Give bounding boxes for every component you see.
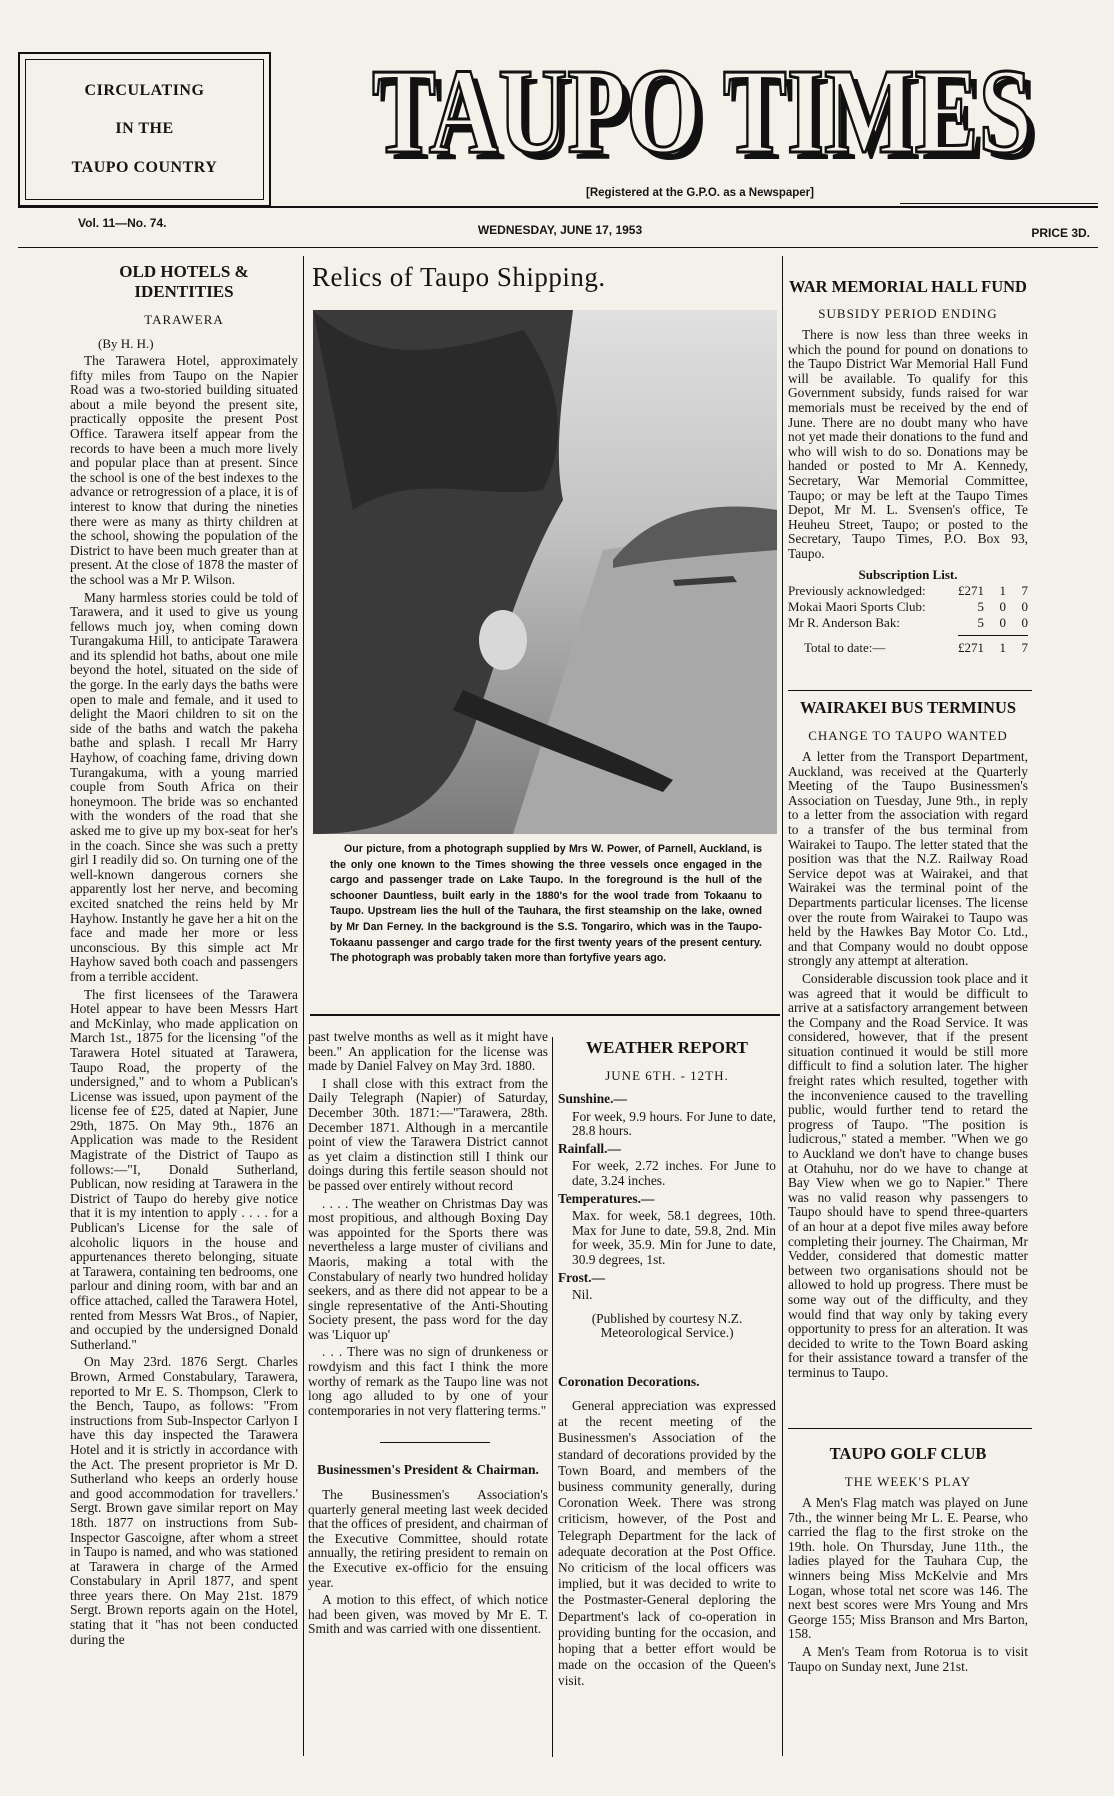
rainfall-text: For week, 2.72 inches. For June to date, 3.24 inches.: [572, 1158, 776, 1188]
subscription-row: [788, 615, 1028, 631]
subscription-list-title: Subscription List.: [858, 566, 958, 582]
weather-title: WEATHER REPORT: [585, 1038, 749, 1057]
volume-number: Vol. 11—No. 74.: [78, 216, 167, 230]
businessmen-paragraph-1: The Businessmen's Association's quarterly general meeting last week decided that the offices of president, and chairman of the Executive Committee, should rotate annually, the retiring president to remain on the Executive ex-officio for the ensuing year.: [308, 1488, 548, 1590]
coronation-paragraph-1: General appreciation was expressed at the recent meeting of the Businessmen's Association of the standard of decorations provided by the Town Board, and members of the business community generally, during Coronation Week. There was strong criticism, however, of the Post and Telegraph Department for the lack of adequate decoration at the Post Office. No criticism of the local officers was implied, but it was decided to write to the Postmaster-General deploring the Department's lack of co-operation in providing bunting for the occasion, and hoping that a better effort would be made on the occasion of the Queen's visit.: [558, 1398, 776, 1689]
shillings: 1: [999, 582, 1006, 598]
stamp-line-2: IN THE: [115, 120, 174, 138]
businessmen-title: Businessmen's President & Chairman.: [317, 1462, 539, 1477]
frost-text: Nil.: [572, 1287, 593, 1303]
coronation-article: [558, 1374, 776, 1768]
hotels-paragraph-4: On May 23rd. 1876 Sergt. Charles Brown, Armed Constabulary, Tarawera, reported to Mr E. S. Thompson, Clerk to the Bench, Taupo, as follows: "From instructions from Sub-Inspector Carlyon I have this day inspected the Tarawera Hotel and it is strictly in accordance with the Act. The present proprietor is Mr D. Sutherland who keeps an orderly house and good accommodation for travellers.' Sergt. Brown gave similar report on May 18th. 1877 on instructions from Sub-Inspector Gascoigne, after whom a street in Taupo is named, and who was stationed at Tarawera in charge of the Armed Constabulary in April 1877, and spent three years there. On May 21st. 1879 Sergt. Brown reports again on the Hotel, stating that it "has not been conducted during the: [70, 1354, 298, 1647]
sunshine-text: For week, 9.9 hours. For June to date, 28.8 hours.: [572, 1108, 776, 1139]
subscription-row: [788, 599, 1028, 615]
hotels-paragraph-3: The first licensees of the Tarawera Hotel appear to have been Messrs Hart and McKinlay, who made application on March 1st., 1875 for the licensing "of the Tarawera Hotel situated at Tarawera, Taupo Road, the property of the undersigned," and to whom a Publican's License was issued, upon payment of the license fee of £25, dated at Napier, June 29th, 1875. On May 9th., 1876 an Application was made to the Resident Magistrate of the District of Taupo as follows:—"I, Donald Sutherland, Publican, now residing at Tarawera in the District of Taupo do hereby give notice that it is my intention to apply . . . . for a Publican's License for the sale of alcoholic liquors in the house and appurtenances thereto belonging, situate at Tarawera, containing ten bedrooms, one parlour and dining room, with bar and an office attached, called the Tarawera Hotel, rented from Messrs Wat Bros., of Napier, and occupied by the undersigned Donald Sutherland.": [70, 986, 298, 1352]
masthead-title-shadow: TAUPO TIMES: [379, 51, 1039, 170]
pence: 7: [1021, 582, 1028, 598]
right-divider-2: [788, 1428, 1032, 1429]
hotels-byline: (By H. H.): [98, 336, 154, 351]
total-shillings: 1: [999, 639, 1006, 655]
pence: 0: [1021, 598, 1028, 614]
weather-credit: (Published by courtesy N.Z. Meteorological Service.): [591, 1310, 743, 1341]
photo-bottom-rule: [310, 1014, 780, 1016]
total-pence: 7: [1021, 639, 1028, 655]
subscription-table: [788, 583, 1028, 631]
subscription-row: [788, 583, 1028, 599]
registered-notice: [Registered at the G.P.O. as a Newspaper]: [586, 187, 814, 199]
golf-title: TAUPO GOLF CLUB: [829, 1444, 987, 1463]
bus-title: WAIRAKEI BUS TERMINUS: [799, 698, 1017, 717]
hotels-paragraph-1: The Tarawera Hotel, approximately fifty miles from Taupo on the Napier Road was a two-storied building situated about a mile beyond the present site, practically opposite the present Post Office. Tarawera itself appear from the records to have been a much more lively and popular place than at present. Since the school is one of the best indexes to the advance or retrogression of a place, it is of interest to know that during the nineties there were as many as thirty children at the school, showing the population of the District to have been much greater than at present. At the close of 1878 the master of the school was a Mr P. Wilson.: [70, 354, 298, 587]
header-rule-top: [18, 206, 1098, 208]
hotels-title: OLD HOTELS & IDENTITIES: [119, 262, 249, 301]
hotels-cont-paragraph-3: . . . . The weather on Christmas Day was most propitious, and although Boxing Day was appointed for the Sports there was nevertheless a large muster of civilians and Maoris, making a total with the Constabulary of nearly two hundred holiday seekers, and as there did not appear to be a single representative of the Anti-Shouting Society present, the pass word for the day was 'Liquor up': [308, 1195, 548, 1342]
hotels-cont-paragraph-1: past twelve months as well as it might have been." An application for the license was made by Daniel Falvey on May 3rd. 1880.: [308, 1030, 548, 1074]
total-pounds: £271: [958, 639, 984, 655]
hotels-cont-paragraph-4: . . . There was no sign of drunkeness or rowdyism and this fact I think the more worthy of remark as the Taupo line was not long ago alluded to by one of your contemporaries in not very flattering terms.": [308, 1344, 548, 1418]
hotels-article: [70, 262, 298, 1796]
pounds: 5: [977, 598, 984, 614]
hotels-paragraph-2: Many harmless stories could be told of Tarawera, and it used to give us young fellows much joy, when coming down Turangakuma Hill, to anticipate Tarawera and its splendid hot baths, about one mile beyond the hotel, situated on the side of the gorge. In the early days the baths were open to male and female, and it used to delight the Maori children to sit on the side of the baths and watch the pakeha bathe and splash. I recall Mr Harry Hayhow, of coaching fame, driving down Turangakuma, with a young married couple from South Africa on their honeymoon. The bride was so enchanted with the wonders of the road that she asked me to give up my box-seat for her's in the coach. Since she was such a pretty girl I readily did so. On turning one of the well-known dangerous corners she apparently lost her nerve, and becoming excited snatched the reins held by Mr Hayhow. Instantly he gave her a hit on the face and made her more or less unconscious. By this simple act Mr Hayhow saved both coach and passengers from a terrible accident.: [70, 589, 298, 984]
memorial-subtitle: SUBSIDY PERIOD ENDING: [818, 306, 998, 321]
memorial-title: WAR MEMORIAL HALL FUND: [789, 277, 1027, 296]
issue-date: WEDNESDAY, JUNE 17, 1953: [477, 223, 643, 237]
golf-subtitle: THE WEEK'S PLAY: [844, 1474, 972, 1489]
frost-label: Frost.—: [558, 1269, 605, 1285]
short-divider: [380, 1442, 490, 1443]
hotels-cont-paragraph-2: I shall close with this extract from the Daily Telegraph (Napier) of Saturday, December 30th. 1871:—"Tarawera, 28th. December 1871. Although in a mercantile point of view the Tarawera District cannot as yet claim a distinction still I think our doings during this fertile season should not be passed over entirely without record: [308, 1075, 548, 1193]
hotels-continued: [308, 1030, 548, 1430]
weather-article: [558, 1038, 776, 1344]
bus-paragraph-2: Considerable discussion took place and it was agreed that it would be difficult to arrive at a satisfactory arrangement between the Company and the Road Service. It was considered, however, that if the present situation continued it would be still more difficult to find a solution later. The higher freight rates which resulted, together with the inconvenience caused to the travelling public, would further tend to retard the progress of Taupo. "The position is ludicrous," stated a member. "When we go to Auckland we don't have to change buses at Otahuhu, nor do we have to change at Bay View when we go to Napier." There was no valid reason why passengers to Taupo should have to spend three-quarters of an hour at a depot five miles away before completing their journey. The Chairman, Mr Vedder, considered that domestic matter between two organisations should not be allowed to hold up progress. There must be some way out of the difficulty, and they would find that way only by taking every opportunity to press for an alteration. It was decided to write to the Town Board asking for their assistance toward a transfer of the terminus to Taupo.: [788, 970, 1028, 1380]
rainfall-label: Rainfall.—: [558, 1140, 621, 1156]
golf-paragraph-1: A Men's Flag match was played on June 7th., the winner being Mr L. E. Pearse, who carried the flag to the first stroke on the 19th. hole. On Thursday, June 11th., the ladies played for the Tauhara Cup, the winners being Miss McKelvie and Mrs Logan, whose total net score was 146. The next best scores were Mrs Young and Mrs George 155; Miss Branson and Mrs Barton, 158.: [788, 1496, 1028, 1642]
memorial-paragraph-1: There is now less than three weeks in which the pound for pound on donations to the Taupo District War Memorial Hall Fund will be available. To qualify for this Government subsidy, funds raised for war memorials must be received by the end of June. There are no doubt many who have not yet made their donations to the fund and who will wish to do so. Donations may be handed or posted to Mr A. Kennedy, Secretary, War Memorial Committee, Taupo; or may be left at the Taupo Times Depot, Mr M. L. Svensen's office, Te Heuheu Street, Taupo; or posted to the Secretary, Taupo Times, P.O. Box 93, Taupo.: [788, 328, 1028, 561]
header-rule-thin: [900, 203, 1098, 204]
subscription-total: [788, 640, 1028, 656]
stamp-line-3: TAUPO COUNTRY: [71, 158, 218, 176]
price: PRICE 3D.: [1031, 226, 1090, 240]
hotels-subtitle: TARAWERA: [144, 312, 224, 327]
bus-paragraph-1: A letter from the Transport Department, Auckland, was received at the Quarterly Meeting of the Taupo Businessmen's Association on Tuesday, June 9th., in reply to a letter from the association with regard to a transfer of the bus terminal from Wairakei to Taupo. The letter stated that the position was that the N.Z. Railway Road Service depot was at Wairakei, and that Wairakei was the terminal point of the Departments particular licenses. The license over the route from Wairakei to Taupo was held by the Hawkes Bay Motor Co. Ltd., and that Company would no doubt oppose strongly any attempt at alteration.: [788, 750, 1028, 969]
memorial-article: [788, 278, 1028, 656]
bus-subtitle: CHANGE TO TAUPO WANTED: [808, 728, 1008, 743]
subscriber-name: Mokai Maori Sports Club:: [788, 598, 926, 614]
right-divider-1: [788, 690, 1032, 691]
column-rule-2: [552, 1037, 553, 1757]
column-rule-3: [782, 256, 783, 1756]
pence: 0: [1021, 614, 1028, 630]
shipping-caption: Our picture, from a photograph supplied by Mrs W. Power, of Parnell, Auckland, is the only one known to the Times showing the three vessels once engaged in the cargo and passenger trade on Lake Taupo. In the foreground is the hull of the schooner Dauntless, built early in the 1880's for the wool trade from Tokaanu to Taupo. Upstream lies the hull of the Tauhara, the first steamship on the lake, owned by Mr Dan Ferney. In the background is the S.S. Tongariro, which was in the Taupo-Tokaanu passenger and cargo trade for the first twenty years of the present century. The photograph was probably taken more than fortyfive years ago.: [330, 843, 762, 965]
header-rule-bottom: [18, 247, 1098, 248]
column-rule-1: [303, 256, 304, 1756]
golf-article: [788, 1444, 1028, 1746]
pounds: £271: [958, 582, 984, 598]
subscription-rule: [958, 635, 1028, 636]
pounds: 5: [977, 614, 984, 630]
businessmen-article: [308, 1462, 548, 1758]
shipping-photo: [313, 310, 777, 834]
temperatures-text: Max. for week, 58.1 degrees, 10th. Max for June to date, 59.8, 2nd. Min for week, 35.9. Min for June to date, 30.9 degrees, 1st.: [572, 1208, 776, 1267]
businessmen-paragraph-2: A motion to this effect, of which notice had been given, was moved by Mr E. T. Smith and was carried with one dissentient.: [308, 1592, 548, 1637]
coronation-title: Coronation Decorations.: [558, 1374, 700, 1389]
bus-article: [788, 698, 1028, 1384]
shillings: 0: [999, 598, 1006, 614]
subscriber-name: Previously acknowledged:: [788, 582, 926, 598]
total-label: Total to date:—: [804, 639, 886, 655]
golf-paragraph-2: A Men's Team from Rotorua is to visit Taupo on Sunday next, June 21st.: [788, 1643, 1028, 1674]
shillings: 0: [999, 614, 1006, 630]
shipping-title: Relics of Taupo Shipping.: [312, 262, 606, 292]
stamp-line-1: CIRCULATING: [84, 82, 205, 100]
masthead-title: TAUPO TIMES: [372, 44, 1032, 170]
masthead-logo: [360, 40, 1050, 170]
circulating-box: [18, 52, 271, 207]
sunshine-label: Sunshine.—: [558, 1092, 627, 1106]
temperatures-label: Temperatures.—: [558, 1190, 655, 1206]
subscriber-name: Mr R. Anderson Bak:: [788, 614, 900, 630]
weather-dates: JUNE 6TH. - 12TH.: [605, 1068, 729, 1083]
